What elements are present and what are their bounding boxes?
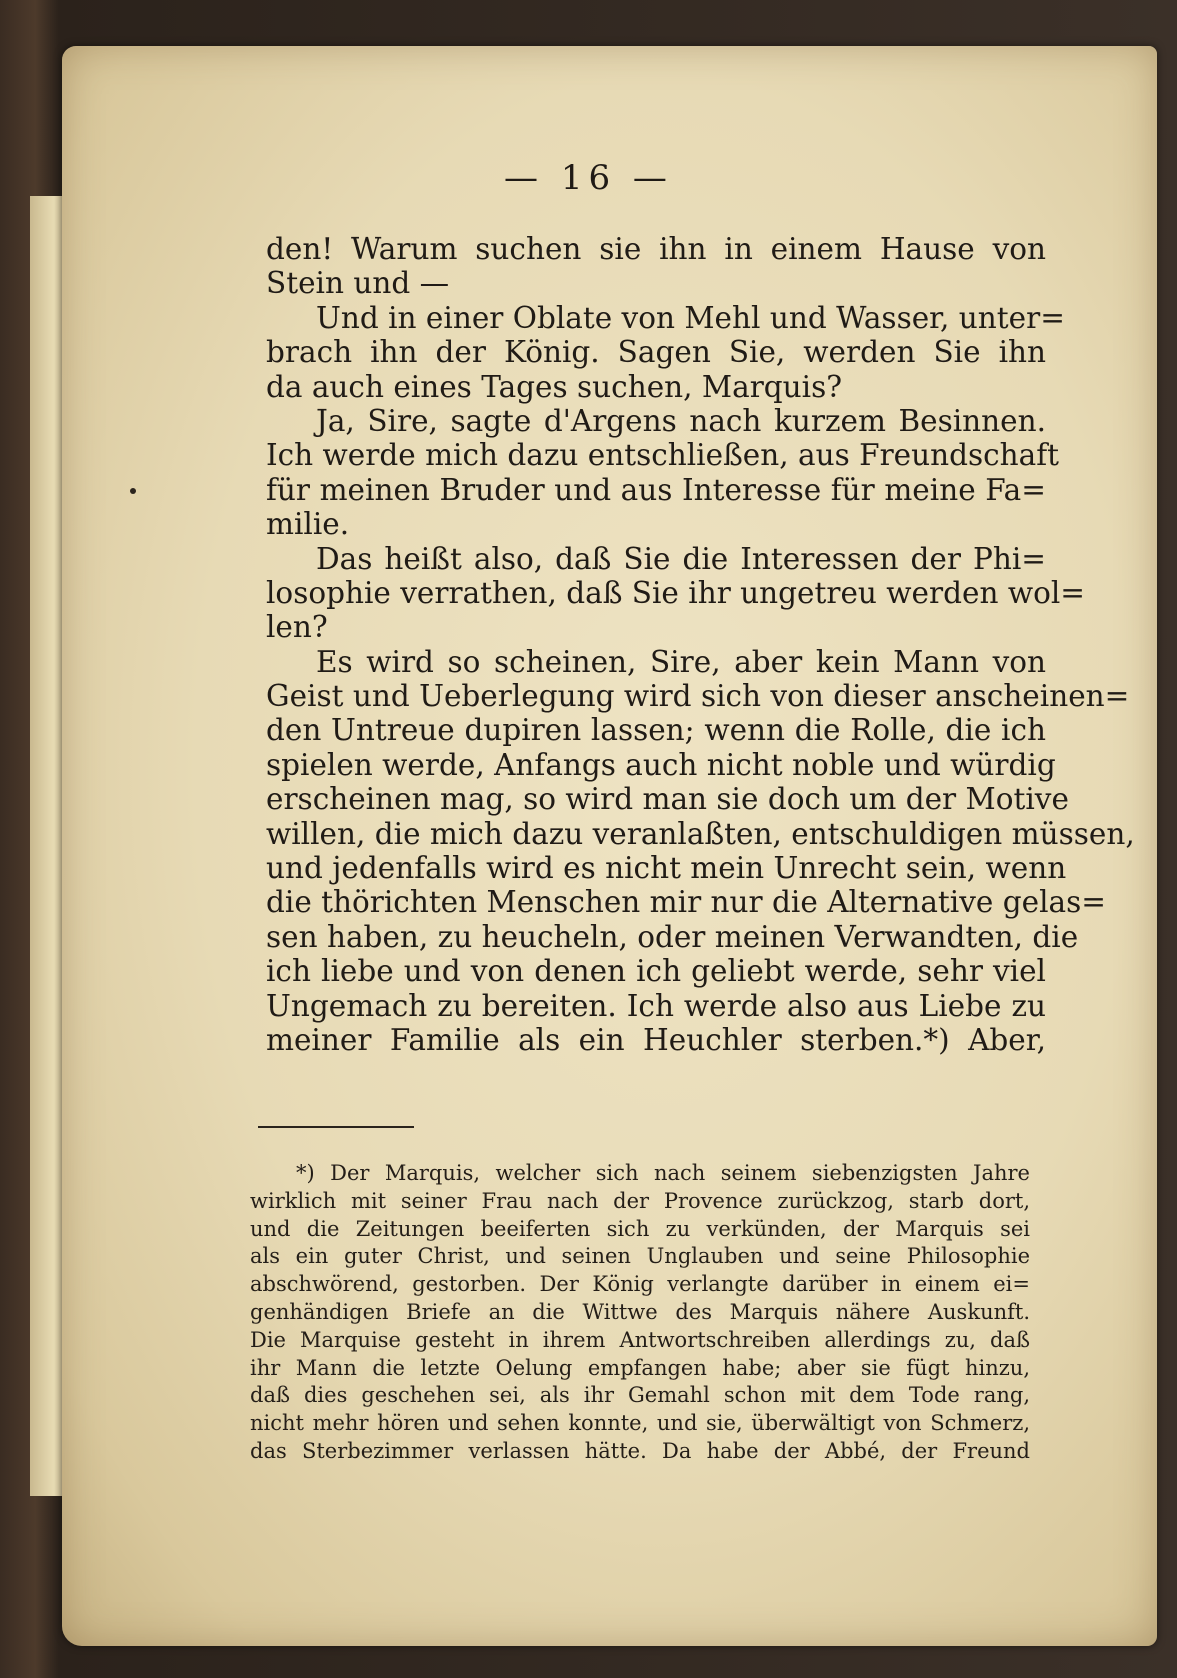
footnote-divider [258,1126,414,1128]
footnote-line: ihr Mann die letzte Oelung empfangen habe; aber sie fügt hinzu, [250,1355,1030,1380]
footnote-line: abschwörend, gestorben. Der König verlangte darüber in einem ei= [250,1272,1030,1297]
ink-spot [130,488,136,494]
body-line: Und in einer Oblate von Mehl und Wasser, unter= [316,300,1065,335]
body-line: meiner Familie als ein Heuchler sterben.*) Aber, [266,1022,1046,1057]
body-line: Ungemach zu bereiten. Ich werde also aus Liebe zu [266,988,1046,1023]
body-line: Stein und — [266,266,450,301]
footnote-line: Die Marquise gesteht in ihrem Antwortschreiben allerdings zu, daß [250,1327,1030,1352]
body-line: sen haben, zu heucheln, oder meinen Verwandten, die [266,919,1079,954]
body-line: für meinen Bruder und aus Interesse für meine Fa= [266,472,1046,507]
body-line: willen, die mich dazu veranlaßten, entschuldigen müssen, [266,816,1135,851]
footnote-line: als ein guter Christ, und seinen Unglauben und seine Philosophie [250,1244,1030,1269]
body-line: Es wird so scheinen, Sire, aber kein Mann von [316,644,1046,679]
body-text [266,232,1135,1057]
footnote-line: genhändigen Briefe an die Wittwe des Marquis nähere Auskunft. [250,1299,1030,1324]
body-line: Das heißt also, daß Sie die Interessen der Phi= [316,541,1046,576]
body-line: milie. [266,507,350,542]
footnote-line: wirklich mit seiner Frau nach der Provence zurückzog, starb dort, [250,1188,1030,1213]
body-line: brach ihn der König. Sagen Sie, werden Sie ihn [266,335,1046,370]
body-line: den Untreue dupiren lassen; wenn die Rolle, die ich [266,713,1046,748]
footnote-line: daß dies geschehen sei, als ihr Gemahl schon mit dem Tode rang, [250,1383,1030,1408]
body-line: den! Warum suchen sie ihn in einem Hause von [266,232,1046,266]
body-line: Ja, Sire, sagte d'Argens nach kurzem Besinnen. [316,403,1046,438]
page-number: — 16 — [504,158,673,198]
body-line: ich liebe und von denen ich geliebt werde, sehr viel [266,954,1046,989]
body-line: len? [266,610,328,645]
footnote-line: nicht mehr hören und sehen konnte, und sie, überwältigt von Schmerz, [250,1411,1030,1436]
body-line: da auch eines Tages suchen, Marquis? [266,369,843,404]
footnote [250,1160,1030,1466]
body-line: spielen werde, Anfangs auch nicht noble und würdig [266,747,1056,782]
footnote-line: *) Der Marquis, welcher sich nach seinem siebenzigsten Jahre [296,1161,1030,1185]
footnote-line: das Sterbezimmer verlassen hätte. Da habe der Abbé, der Freund [250,1438,1030,1463]
body-line: Ich werde mich dazu entschließen, aus Freundschaft [266,438,1060,473]
footnote-line: und die Zeitungen beeiferten sich zu verkünden, der Marquis sei [250,1216,1030,1241]
body-line: erscheinen mag, so wird man sie doch um der Motive [266,782,1069,817]
body-line: losophie verrathen, daß Sie ihr ungetreu werden wol= [266,575,1085,610]
body-line: die thörichten Menschen mir nur die Alternative gelas= [266,885,1106,920]
body-line: Geist und Ueberlegung wird sich von dieser anscheinen= [266,679,1130,714]
body-line: und jedenfalls wird es nicht mein Unrecht sein, wenn [266,851,1067,886]
